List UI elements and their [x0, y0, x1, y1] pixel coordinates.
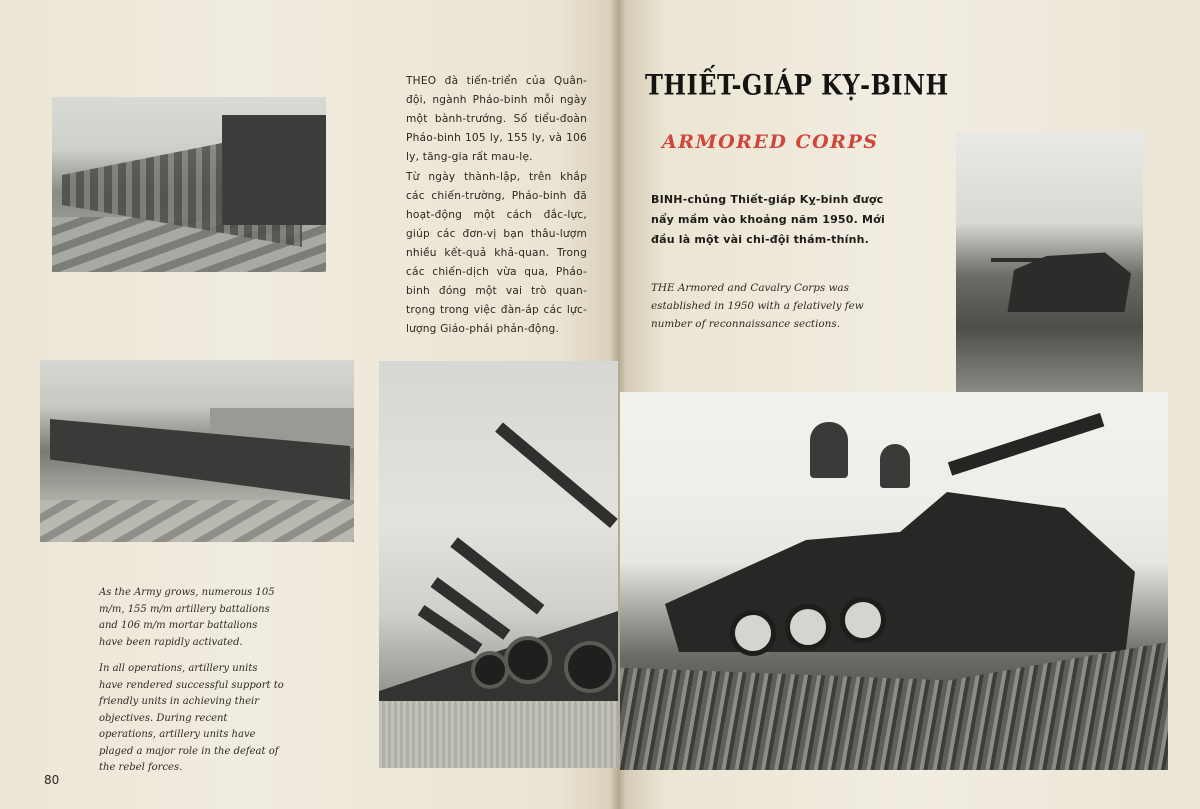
intro-vietnamese: BINH-chủng Thiết-giáp Kỵ-binh được nẩy mầm vào khoảng năm 1950. Mới đầu là một vài chi-đội thám-thính. [651, 193, 885, 246]
howitzer-barrel [495, 422, 618, 528]
vi-paragraph-artillery-operations: Từ ngày thành-lập, trên khắp các chiến-trường, Pháo-binh đã hoạt-động một cách đắc-lực, giúp các đơn-vị bạn thâu-lượm nhiều kết-quả khả-quan. Trong các chiến-dịch vừa qua, Pháo-binh đóng một vai trò quan-trọng trong việc đàn-áp các lực-lượng Giáo-phái phản-động. [406, 171, 587, 335]
photo-convoy [40, 360, 354, 542]
tank-road-wheel [840, 597, 886, 643]
photo-sand [379, 701, 618, 768]
en-paragraph-operations: In all operations, artillery units have rendered successful support to friendly units in achieving their objectives. During recent operations, artillery units have plaged a major role in the defeat of the rebel forces. [99, 663, 284, 773]
photo-soldiers-truck [52, 97, 326, 272]
section-title-english: ARMORED CORPS [662, 131, 879, 153]
photo-tank-field [956, 132, 1143, 392]
howitzer-wheel [564, 641, 616, 693]
tank-road-wheel [730, 610, 776, 656]
tank-crew-member [880, 444, 910, 488]
tank-crew-member [810, 422, 848, 478]
photo-tank-closeup [620, 392, 1168, 770]
photo-howitzers [379, 361, 618, 768]
photo-dirt-berm [620, 642, 1168, 770]
howitzer-wheel [471, 651, 509, 689]
page-number: 80 [44, 773, 60, 787]
vi-paragraph-artillery-growth: THEO đà tiến-triển của Quân-đội, ngành Pháo-binh mỗi ngày một bành-trướng. Số tiểu-đoàn Pháo-binh 105 ly, 155 ly, và 106 ly, tăng-gia rất mau-lẹ. [406, 75, 587, 163]
intro-english: THE Armored and Cavalry Corps was established in 1950 with a felatively few number of reconnaissance sections. [651, 282, 864, 330]
photo-ground [40, 500, 354, 542]
photo-tank [1001, 242, 1131, 312]
howitzer-wheel [504, 636, 552, 684]
section-title-vietnamese: THIẾT-GIÁP KỴ-BINH [645, 67, 949, 102]
en-paragraph-army-grows: As the Army grows, numerous 105 m/m, 155 m/m artillery battalions and 106 m/m mortar battalions have been rapidly activated. [99, 587, 275, 648]
tank-main-gun [948, 413, 1104, 476]
tank-road-wheel [785, 604, 831, 650]
photo-truck [222, 115, 326, 225]
